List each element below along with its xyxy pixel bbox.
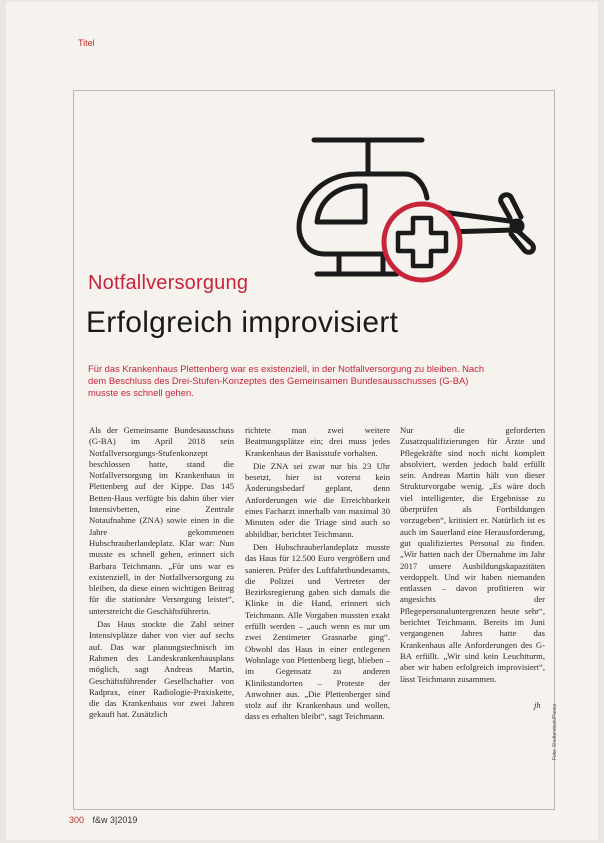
article-column-1: [89, 425, 234, 721]
paragraph: richtete man zwei weitere Beatmungsplätze ein; drei muss jedes Krankenhaus der Basisstufe vorhalten.: [245, 425, 390, 458]
page-footer: [69, 815, 137, 825]
article-column-2: [245, 425, 390, 723]
paragraph: Nur die geforderten Zusatzqualifizierungen für Ärzte und Pflegekräfte sind noch nicht komplett absolviert, werden jedoch bald erfüllt sein. Andreas Martin hält von dieser Strukturvorgabe wenig. „Es wäre doch viel intelligenter, die Ergebnisse zu überprüfen als Fortbildungen vorzugeben“, kritisiert er. Natürlich ist es auch im Sauerland eine Herausforderung, gut qualifiziertes Personal zu finden. „Wir hatten nach der Übernahme im Jahr 2017 unsere Ausbildungskapazitäten verdoppelt. Und wir haben niemanden entlassen – davon profitieren wir angesichts der Pflegepersonaluntergrenzen heute sehr“, berichtet Teichmann. Bereits im Juni vergangenen Jahres hatte das Krankenhaus alle Anforderungen des G-BA erfüllt. „Wir sind kein Leuchtturm, aber wir haben erfolgreich improvisiert“, lässt Teichmann zusammen.: [400, 425, 545, 684]
paragraph: Die ZNA sei zwar nur bis 23 Uhr besetzt, hier ist vorerst kein Änderungsbedarf geplant, denn Anforderungen wie die Erreichbarkeit eines Facharzt innerhalb von maximal 30 Minuten oder die Triage sind auch so abbildbar, berichtet Teichmann.: [245, 460, 390, 539]
article-kicker: Notfallversorgung: [88, 272, 249, 294]
author-signature: jh: [534, 700, 541, 710]
photo-credit: Foto: Shutterstock/Panco: [552, 703, 558, 760]
page-number: 300: [69, 815, 85, 825]
journal-issue: f&w 3|2019: [92, 815, 138, 825]
article-headline: Erfolgreich improvisiert: [86, 306, 399, 339]
helicopter-medical-icon: [287, 122, 547, 297]
article-column-3: [400, 425, 545, 685]
article-lead: Für das Krankenhaus Plettenberg war es existenziell, in der Notfallversorgung zu bleiben. Nach dem Beschluss des Drei-Stufen-Konzeptes des Gemeinsamen Bundesausschusses (G-BA) musste es schnell gehen.: [88, 363, 485, 398]
paragraph: Das Haus stockte die Zahl seiner Intensivplätze daher von vier auf sechs auf. Das war planungstechnisch im Rahmen des Landeskrankenhausplans möglich, sagt Andreas Martin, Geschäftsführender Gesellschafter von Radprax, einer Radiologie-Praxiskette, die das Krankenhaus vor zwei Jahren gekauft hat. Zusätzlich: [89, 619, 234, 720]
paragraph: Den Hubschrauberlandeplatz musste das Haus für 12.500 Euro vergrößern und sanieren. Prüfer des Luftfahrtbundesamts, die Polizei und Vertreter der Bezirksregierung gaben sich damals die Klinke in die Hand, erinnert sich Teichmann. Alle Vorgaben mussten exakt erfüllt werden – „auch wenn es nur um zwei Zentimeter Grasnarbe ging“. Obwohl das Haus in einer entlegenen Wohnlage von Plettenberg liegt, blieben – im Gegensatz zu anderen Klinikstandorten – Proteste der Anwohner aus. „Die Plettenberger sind stolz auf ihr Krankenhaus und wollen, dass es erhalten bleibt“, sagt Teichmann.: [245, 541, 390, 722]
paragraph: Als der Gemeinsame Bundesausschuss (G-BA) im April 2018 sein Notfallversorgungs-Stufenkonzept beschlossen hatte, stand die Notfallversorgung im Krankenhaus in Plettenberg auf der Kippe. Das 145 Betten-Haus verfügte bis dahin über vier Intensivbetten, eine Zentrale Notaufnahme (ZNA) sowie einen in die Jahre gekommenen Hubschrauberlandeplatz. Klar war: Nun musste es schnell gehen, erinnert sich Barbara Teichmann. „Für uns war es existenziell, in der Notfallversorgung zu bleiben, da diese einen wichtigen Beitrag für die stationäre Versorgung leistet“, unterstreicht die Geschäftsführerin.: [89, 425, 234, 616]
section-label: Titel: [78, 38, 95, 48]
